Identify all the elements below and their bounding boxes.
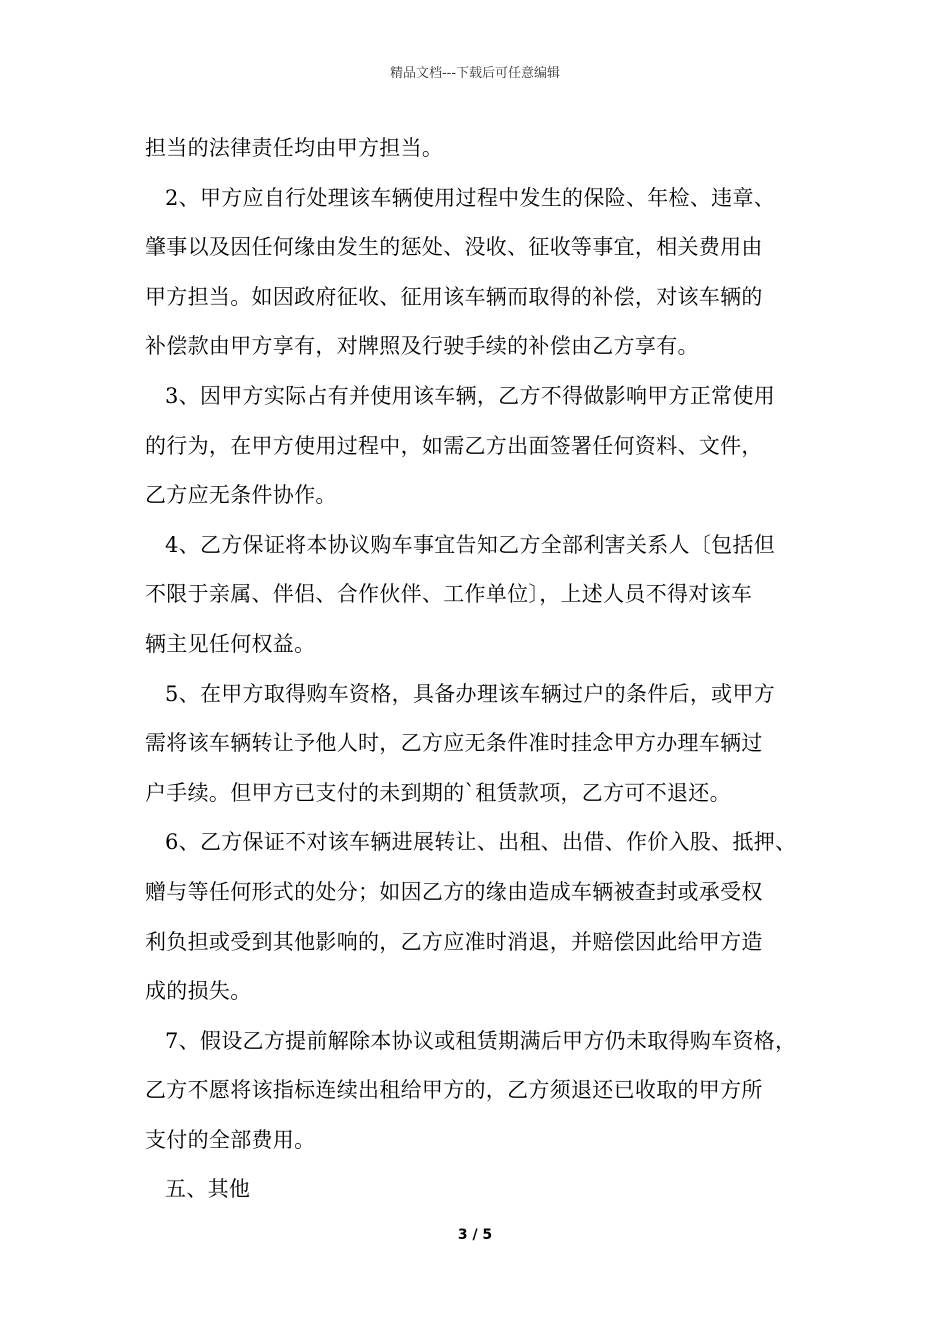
text-line: 支付的全部费用。 <box>145 1127 316 1152</box>
text-line: 的行为，在甲方使用过程中，如需乙方出面签署任何资料、文件， <box>145 433 763 458</box>
text-line: 利负担或受到其他影响的，乙方应准时消退，并赔偿因此给甲方造 <box>145 929 763 954</box>
text-line: 赠与等任何形式的处分；如因乙方的缘由造成车辆被查封或承受权 <box>145 879 763 904</box>
text-line: 2、甲方应自行处理该车辆使用过程中发生的保险、年检、违章、 <box>165 185 776 210</box>
text-line: 担当的法律责任均由甲方担当。 <box>145 136 444 160</box>
text-line: 5、在甲方取得购车资格，具备办理该车辆过户的条件后，或甲方 <box>165 681 776 706</box>
text-line: 不限于亲属、伴侣、合作伙伴、工作单位〕，上述人员不得对该车 <box>145 582 753 607</box>
text-line: 需将该车辆转让予他人时，乙方应无条件准时挂念甲方办理车辆过 <box>145 731 763 756</box>
text-line: 7、假设乙方提前解除本协议或租赁期满后甲方仍未取得购车资格， <box>165 1028 797 1053</box>
text-line: 乙方不愿将该指标连续出租给甲方的，乙方须退还已收取的甲方所 <box>145 1078 763 1103</box>
text-line: 肇事以及因任何缘由发生的惩处、没收、征收等事宜，相关费用由 <box>145 235 763 260</box>
text-line: 补偿款由甲方享有，对牌照及行驶手续的补偿由乙方享有。 <box>145 334 699 359</box>
text-line: 乙方应无条件协作。 <box>145 483 337 508</box>
text-line: 甲方担当。如因政府征收、征用该车辆而取得的补偿，对该车辆的 <box>145 284 763 309</box>
text-line: 6、乙方保证不对该车辆进展转让、出租、出借、作价入股、抵押、 <box>165 830 797 855</box>
document-body <box>145 124 825 1215</box>
text-line: 3、因甲方实际占有并使用该车辆，乙方不得做影响甲方正常使用 <box>165 383 776 408</box>
text-line: 辆主见任何权益。 <box>145 631 316 656</box>
page-number: 3 / 5 <box>457 1227 493 1243</box>
text-line: 4、乙方保证将本协议购车事宜告知乙方全部利害关系人〔包括但 <box>165 532 776 557</box>
text-line: 成的损失。 <box>145 979 252 1004</box>
text-line: 户手续。但甲方已支付的未到期的`租赁款项，乙方可不退还。 <box>145 780 731 805</box>
page-header: 精品文档---下载后可任意编辑 <box>389 66 561 81</box>
text-line: 五、其他 <box>165 1177 251 1202</box>
